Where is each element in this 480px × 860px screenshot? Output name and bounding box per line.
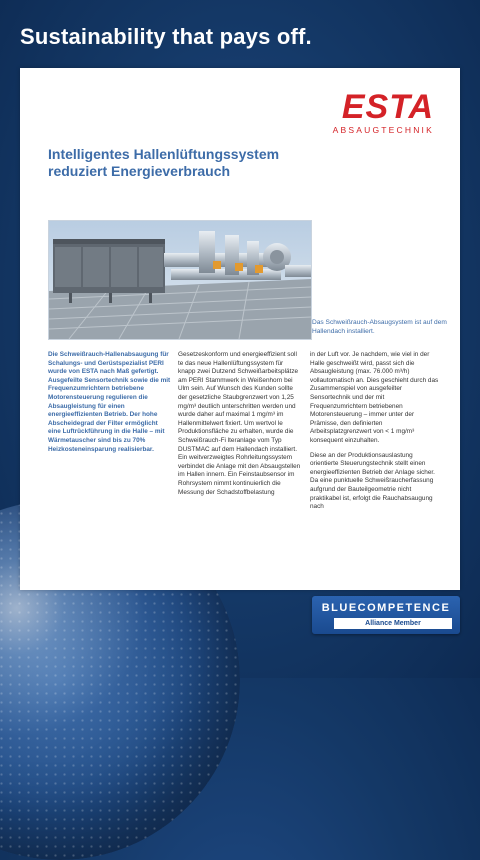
headline-line-2: reduziert Energieverbrauch <box>48 163 231 179</box>
body-paragraph: Gesetzeskonform und energieeffizient soll te das neue Hallenlüftungssystem für knapp zwei Dutzend Schweißarbeitsplätze am PERI Stammwerk in Weißenhorn bei Ulm sein. Auf Wunsch des Kunden sollte der gesetzliche Staubgrenzwert von 1,25 mg/m³ deutlich unterschritten werden und wurde daher auf maximal 1 mg/m³ im Hallenmittelwert fixiert. Um wertvol le Produktionsfläche zu erhalten, wurde die Schweißrauch-Fi lteranlage vom Typ DUSTMAC auf dem Hallendach installiert. Ein weitverzweigtes Rohrleitungssystem verbindet die Anlage mit den Absaugstellen im Hallen innern. Ein Feinstaubsensor im Rohrsystem nimmt kontinuierlich die Messung der Schadstoffbelastung <box>178 351 301 496</box>
intro-paragraph: Die Schweißrauch-Hallenabsaugung für Schalungs- und Gerüstspezialist PERI wurde von ESTA nach Maß gefertigt. Ausgefeilte Sensortechnik sowie die mit Frequenzumrichtern betriebene Motorensteuerung regulieren die Absaugleistung für einen energieeffizienten Betrieb. Der hohe Abscheidegrad der Filter ermöglicht eine Luftrückführung in die Halle – mit Wärmetauscher sind bis zu 70% Heizkosteneinsparung realisierbar. <box>48 351 171 453</box>
logo-subtitle: ABSAUGTECHNIK <box>332 125 434 135</box>
rooftop-extraction-system-photo <box>48 220 312 340</box>
article-column-intro <box>48 351 172 460</box>
bluecompetence-badge <box>312 596 460 634</box>
badge-brand: BLUECOMPETENCE <box>321 602 451 614</box>
article-column-2 <box>178 351 302 503</box>
photo-caption: Das Schweißrauch-Absaugsystem ist auf dem Hallendach installiert. <box>312 319 447 335</box>
banner-title: Sustainability that pays off. <box>20 24 312 49</box>
headline-line-1: Intelligentes Hallenlüftungssystem <box>48 146 280 162</box>
body-paragraph: in der Luft vor. Je nachdem, wie viel in der Halle geschweißt wird, passt sich die Absaugleistung (max. 76.000 m³/h) vollautomatisch an. Dies geschieht durch das Zusammenspiel von ausgefeilter Sensortechnik und der mit Frequenzumrichtern betriebenen Motorensteuerung – immer unter der Prämisse, den definierten Arbeitsplatzgrenzwert von < 1 mg/m³ konsequent einzuhalten. <box>310 351 439 444</box>
article-headline <box>48 146 279 180</box>
article-card <box>20 68 460 590</box>
esta-logo <box>333 90 434 135</box>
body-paragraph: Diese an der Produktionsauslastung orientierte Steuerungstechnik stellt einen energieeffizienten Betrieb der Anlage sicher. Da eine punktuelle Schweißraucherfassung aufgrund der Bauteilgeometrie nicht praktikabel ist, erfolgt die Rauchabsaugung nach <box>310 451 435 511</box>
logo-wordmark: ESTA <box>341 88 434 126</box>
article-column-3 <box>310 351 440 518</box>
badge-member-label: Alliance Member <box>334 618 452 629</box>
